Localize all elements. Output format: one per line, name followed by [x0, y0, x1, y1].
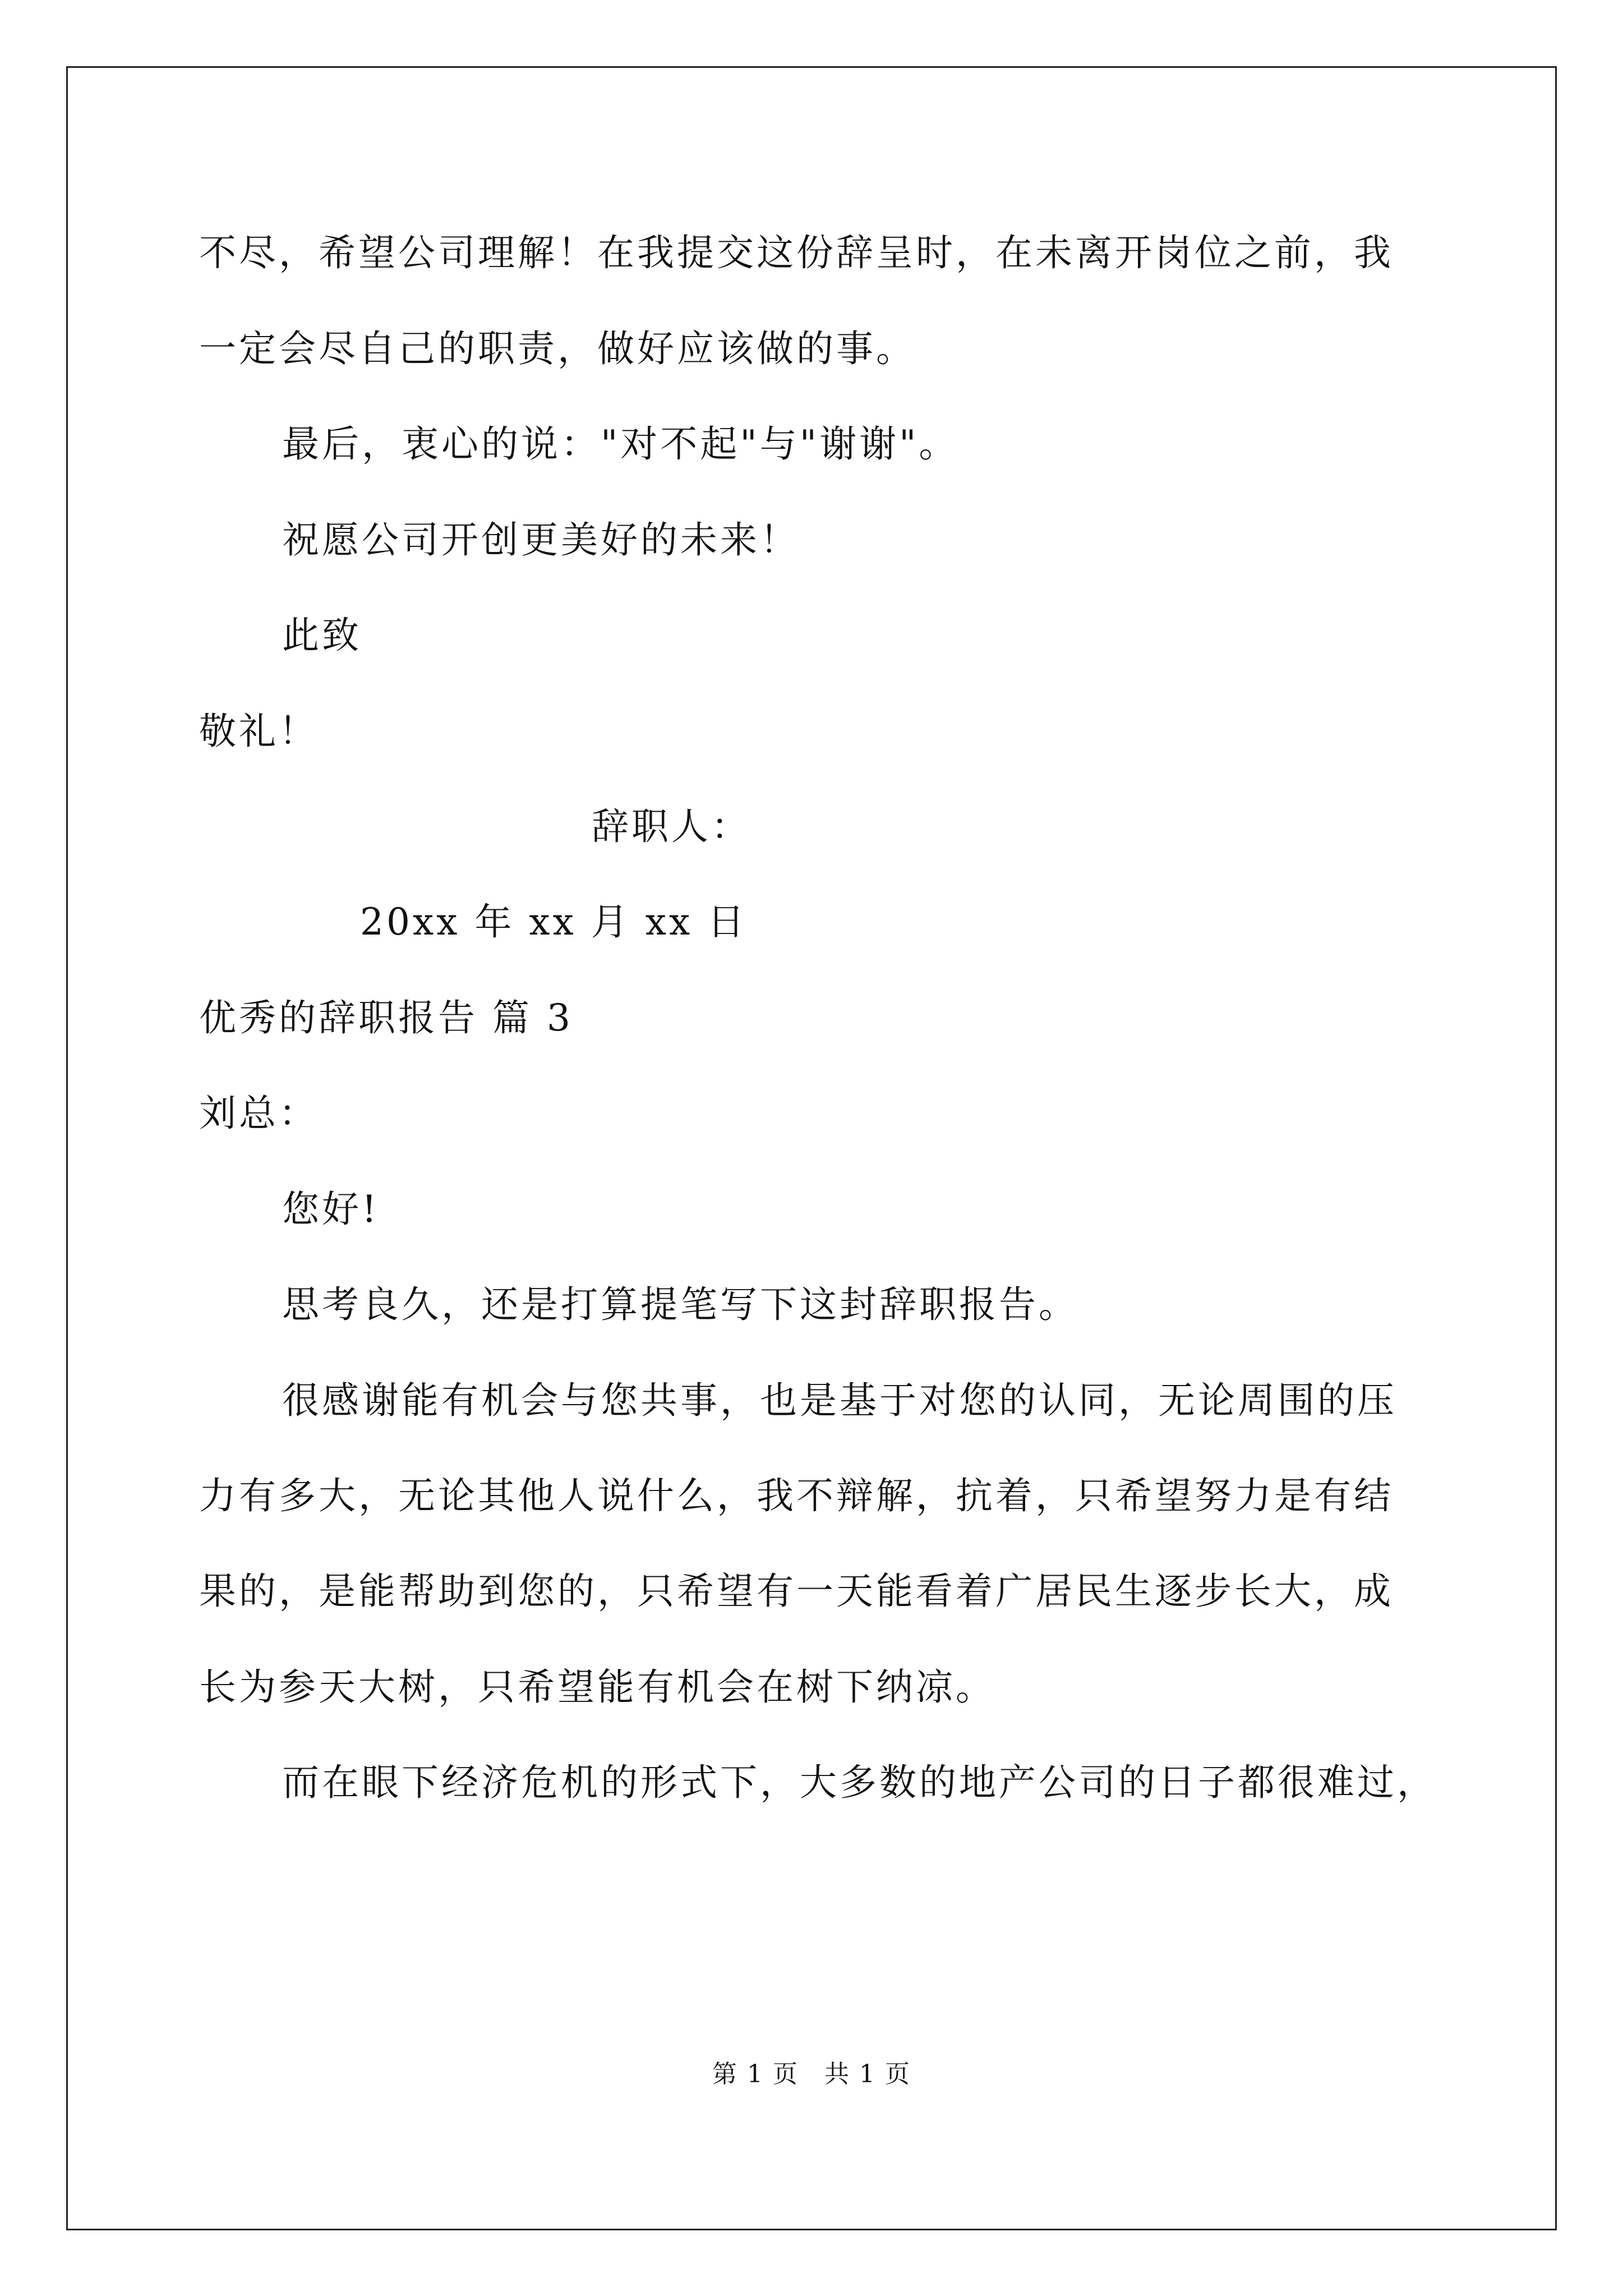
signature-label: 辞职人：: [592, 805, 751, 848]
closing-regards: 敬礼！: [199, 710, 319, 753]
page-border: [66, 66, 1557, 2230]
body-line: 长为参天大树，只希望能有机会在树下纳凉。: [199, 1665, 995, 1709]
signature-date: 20xx 年 xx 月 xx 日: [360, 900, 748, 944]
body-line: 力有多大，无论其他人说什么，我不辩解，抗着，只希望努力是有结: [199, 1474, 1394, 1517]
body-line: 果的，是能帮助到您的，只希望有一天能看着广居民生逐步长大，成: [199, 1570, 1394, 1613]
body-line: 很感谢能有机会与您共事，也是基于对您的认同，无论周围的压: [282, 1379, 1397, 1422]
greeting: 您好!: [282, 1188, 380, 1231]
closing-salutation: 此致: [282, 614, 362, 657]
page-footer: 第 1 页 共 1 页: [712, 2060, 911, 2088]
section-heading: 优秀的辞职报告 篇 3: [199, 996, 573, 1039]
body-line: 祝愿公司开创更美好的未来！: [282, 518, 800, 562]
body-line: 思考良久，还是打算提笔写下这封辞职报告。: [282, 1283, 1078, 1326]
letter-recipient: 刘总：: [199, 1092, 319, 1135]
body-line: 一定会尽自己的职责，做好应该做的事。: [199, 327, 916, 370]
body-line: 最后，衷心的说："对不起"与"谢谢"。: [282, 422, 959, 466]
body-line: 而在眼下经济危机的形式下，大多数的地产公司的日子都很难过，: [282, 1761, 1437, 1804]
body-line: 不尽，希望公司理解！在我提交这份辞呈时，在未离开岗位之前，我: [199, 231, 1394, 274]
